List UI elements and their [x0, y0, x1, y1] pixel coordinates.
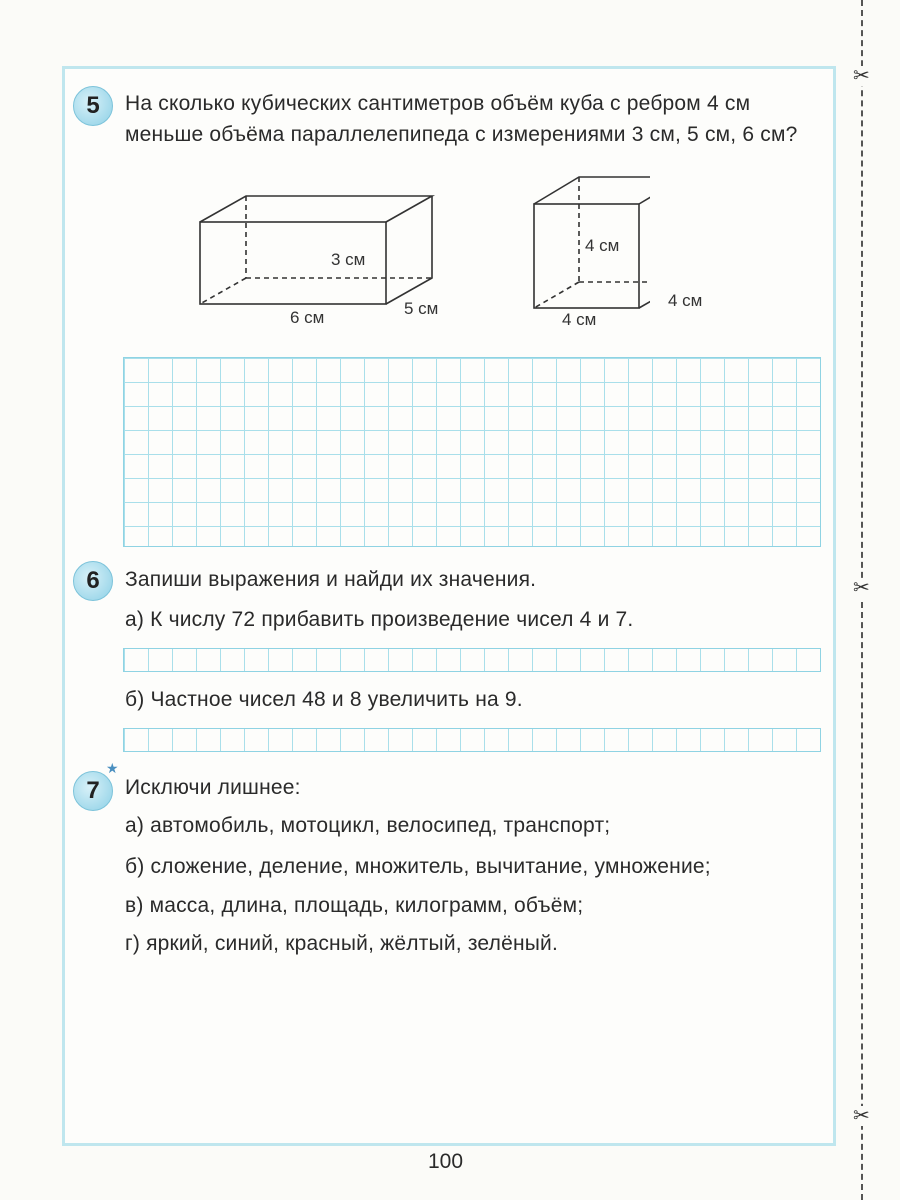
answer-strip-b[interactable] — [123, 728, 821, 752]
box-length-label: 6 см — [290, 308, 325, 327]
scissors-icon: ✂ — [853, 1105, 870, 1127]
answer-strip-a[interactable] — [123, 648, 821, 672]
scissors-icon: ✂ — [853, 577, 870, 599]
scissors-icon: ✂ — [853, 65, 870, 87]
task-number-badge: 7 — [73, 771, 113, 811]
answer-grid[interactable] — [123, 357, 821, 547]
task-number-badge: 6 — [73, 561, 113, 601]
task6-b-text: б) Частное чисел 48 и 8 увеличить на 9. — [125, 688, 523, 711]
parallelepiped-figure — [200, 196, 432, 304]
task7-item: а) автомобиль, мотоцикл, велосипед, транспорт; — [125, 814, 611, 837]
cut-line — [861, 0, 863, 1200]
task7-item: г) яркий, синий, красный, жёлтый, зелёный. — [125, 932, 559, 955]
star-icon: ★ — [106, 760, 119, 776]
task-number-badge: 5 — [73, 86, 113, 126]
task6-text: Запиши выражения и найди их значения. — [125, 568, 537, 591]
task7-text: Исключи лишнее: — [125, 776, 301, 799]
cube-height-label: 4 см — [585, 236, 620, 255]
page-number: 100 — [428, 1150, 464, 1173]
cube-length-label: 4 см — [562, 310, 597, 329]
cube-width-label: 4 см — [668, 291, 703, 310]
box-width-label: 5 см — [404, 299, 439, 318]
task5-text: На сколько кубических сантиметров объём куба с ребром 4 см меньше объёма параллелепипеда с измерениями 3 см, 5 см, 6 см? — [125, 92, 798, 146]
task7-item: б) сложение, деление, множитель, вычитание, умножение; — [125, 855, 711, 878]
task7-item: в) масса, длина, площадь, килограмм, объём; — [125, 894, 584, 917]
box-height-label: 3 см — [331, 250, 366, 269]
task6-a-text: а) К числу 72 прибавить произведение чисел 4 и 7. — [125, 608, 634, 631]
